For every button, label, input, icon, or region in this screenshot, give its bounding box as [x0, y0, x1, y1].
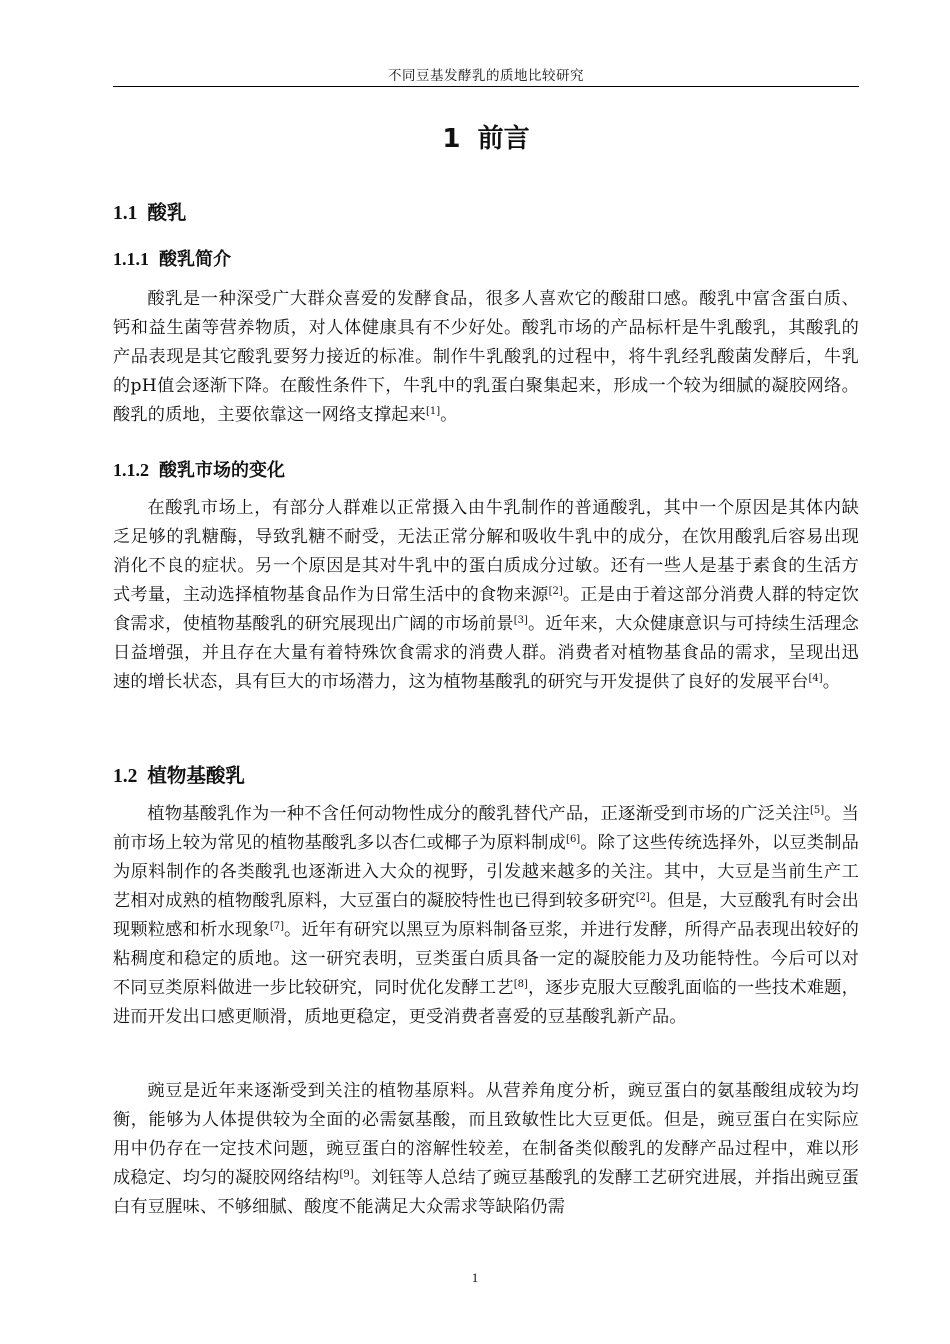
paragraph-text: 。除了这些传统选择外，以豆类制品为原料制作的各类酸乳也逐渐进入大众的视野，引发越来越多的关注。其中，大豆是当前生产工艺相对成熟的植物酸乳原料，大豆蛋白的凝胶特性也已得到较多研究 [113, 833, 860, 911]
paragraph-text: 。 [440, 405, 458, 425]
citation-ref: [2] [635, 892, 650, 903]
paragraph-market-change [113, 494, 859, 697]
paragraph-text: 植物基酸乳作为一种不含任何动物性成分的酸乳替代产品，正逐渐受到市场的广泛关注 [147, 804, 810, 824]
citation-ref: [5] [809, 805, 825, 816]
citation-ref: [2] [548, 586, 563, 597]
paragraph-text: 。近年有研究以黑豆为原料制备豆浆，并进行发酵，所得产品表现出较好的粘稠度和稳定的质地。这一研究表明，豆类蛋白质具备一定的凝胶能力及功能特性。今后可以对不同豆类原料做进一步比较研究，同时优化发酵工艺 [113, 920, 859, 998]
header-rule [113, 86, 859, 87]
section-number: 1.1 [113, 203, 138, 224]
paragraph-text: 。刘钰等人总结了豌豆基酸乳的发酵工艺研究进展，并指出豌豆蛋白有豆腥味、不够细腻、酸度不能满足大众需求等缺陷仍需 [113, 1168, 859, 1217]
subsection-title: 酸乳简介 [159, 249, 231, 270]
paragraph-text: 。但是，大豆酸乳有时会出现颗粒感和析水现象 [113, 891, 859, 940]
section-heading-1-2 [113, 760, 245, 788]
subsection-heading-1-1-2 [113, 456, 285, 482]
section-number: 1.2 [113, 766, 138, 787]
citation-ref: [8] [513, 979, 528, 990]
subsection-number: 1.1.1 [113, 249, 149, 269]
paragraph-pea-protein [113, 1077, 859, 1222]
section-title: 植物基酸乳 [147, 764, 245, 787]
subsection-heading-1-1-1 [113, 245, 231, 271]
paragraph-plant-based-yogurt [113, 800, 859, 1032]
paragraph-text: 酸乳是一种深受广大群众喜爱的发酵食品，很多人喜欢它的酸甜口感。酸乳中富含蛋白质、钙和益生菌等营养物质，对人体健康具有不少好处。酸乳市场的产品标杆是牛乳酸乳，其酸乳的产品表现是其它酸乳要努力接近的标准。制作牛乳酸乳的过程中，将牛乳经乳酸菌发酵后，牛乳的pH值会逐渐下降。在酸性条件下，牛乳中的乳蛋白聚集起来，形成一个较为细腻的凝胶网络。酸乳的质地，主要依靠这一网络支撑起来 [113, 289, 859, 425]
page-number: 1 [471, 1270, 479, 1285]
section-heading-1-1 [113, 197, 186, 225]
subsection-title: 酸乳市场的变化 [159, 460, 285, 481]
paragraph-text: 在酸乳市场上，有部分人群难以正常摄入由牛乳制作的普通酸乳，其中一个原因是其体内缺乏足够的乳糖酶，导致乳糖不耐受，无法正常分解和吸收牛乳中的成分，在饮用酸乳后容易出现消化不良的症状。另一个原因是其对牛乳中的蛋白质成分过敏。还有一些人是基于素食的生活方式考量，主动选择植物基食品作为日常生活中的食物来源 [113, 498, 859, 605]
citation-ref: [1] [425, 406, 441, 417]
subsection-number: 1.1.2 [113, 460, 149, 480]
chapter-title: 1 前言 [442, 124, 530, 154]
running-header: 不同豆基发酵乳的质地比较研究 [388, 68, 584, 84]
section-title: 酸乳 [147, 201, 187, 224]
paragraph-text: ，逐步克服大豆酸乳面临的一些技术难题，进而开发出口感更顺滑，质地更稳定，更受消费者喜爱的豆基酸乳新产品。 [113, 978, 859, 1027]
paragraph-text: 。 [822, 672, 841, 692]
citation-ref: [3] [513, 615, 528, 626]
citation-ref: [9] [339, 1169, 354, 1180]
paragraph-yogurt-intro [113, 285, 859, 430]
citation-ref: [6] [566, 834, 581, 845]
paragraph-text: 。正是由于着这部分消费人群的特定饮食需求，使植物基酸乳的研究展现出广阔的市场前景 [113, 585, 859, 634]
paragraph-text: 。近年来，大众健康意识与可持续生活理念日益增强，并且存在大量有着特殊饮食需求的消费人群。消费者对植物基食品的需求，呈现出迅速的增长状态，具有巨大的市场潜力，这为植物基酸乳的研究与开发提供了良好的发展平台 [113, 614, 859, 692]
citation-ref: [4] [808, 673, 823, 684]
paragraph-text: 豌豆是近年来逐渐受到关注的植物基原料。从营养角度分析，豌豆蛋白的氨基酸组成较为均衡，能够为人体提供较为全面的必需氨基酸，而且致敏性比大豆更低。但是，豌豆蛋白在实际应用中仍存在一定技术问题，豌豆蛋白的溶解性较差，在制备类似酸乳的发酵产品过程中，难以形成稳定、均匀的凝胶网络结构 [113, 1081, 859, 1188]
citation-ref: [7] [269, 921, 284, 932]
paragraph-text: 。当前市场上较为常见的植物基酸乳多以杏仁或椰子为原料制成 [113, 804, 859, 853]
